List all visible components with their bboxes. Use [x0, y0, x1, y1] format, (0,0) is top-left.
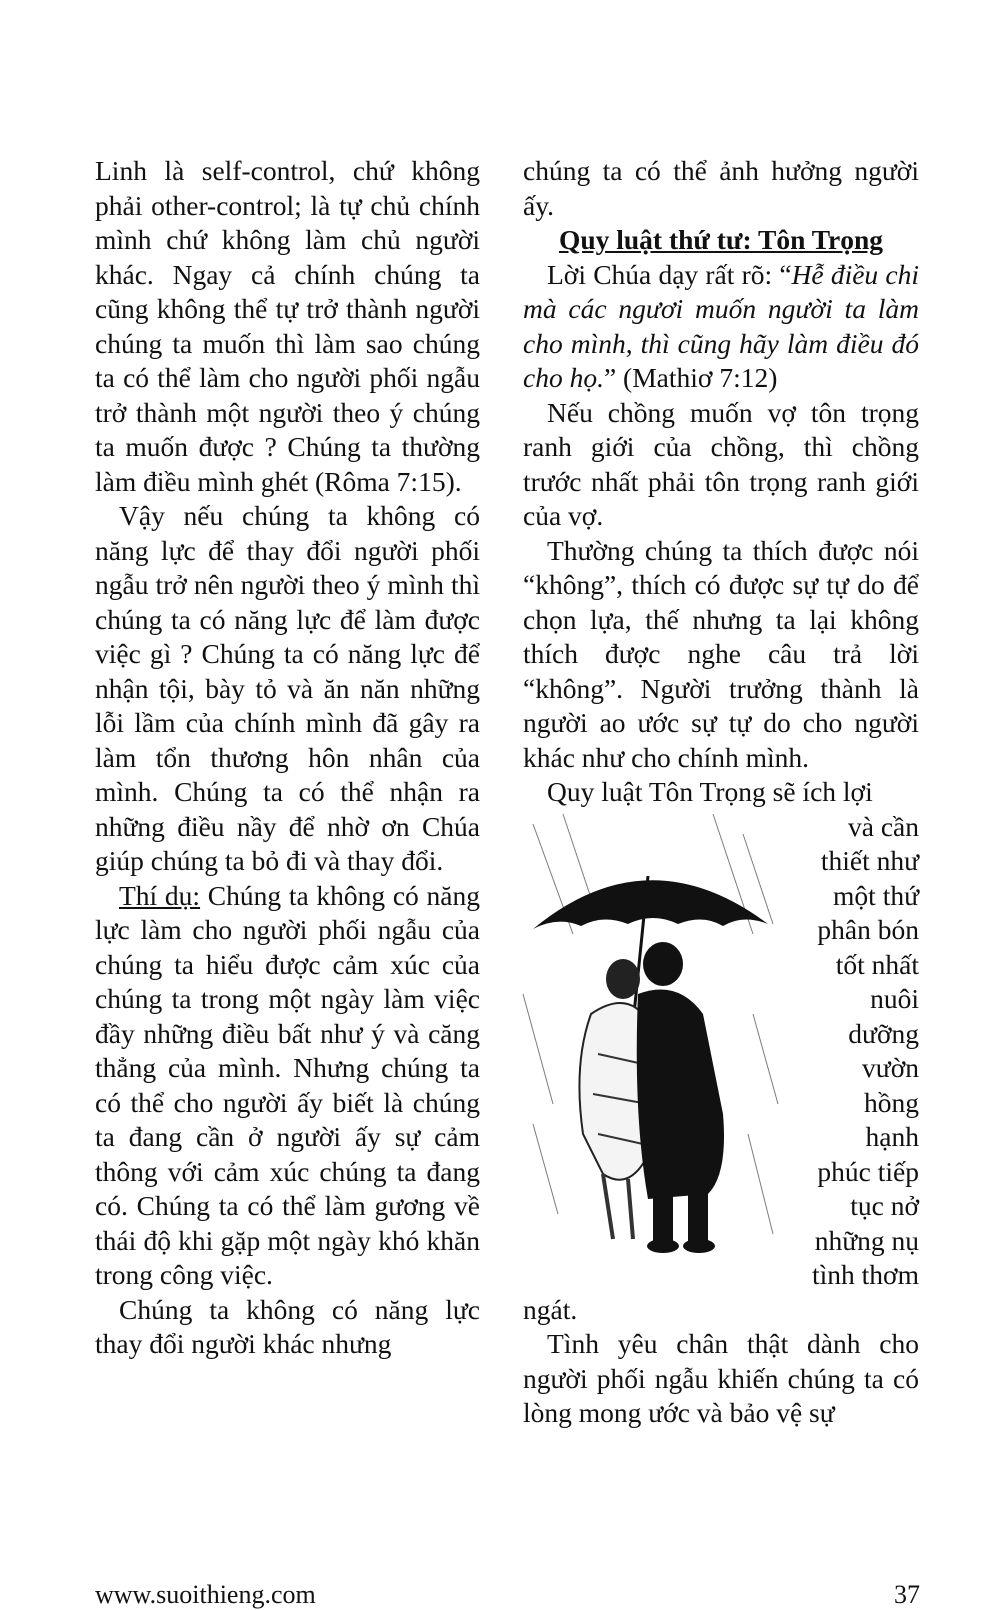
wrapped-line: phúc tiếp — [817, 1155, 919, 1187]
scripture-lead: Lời Chúa dạy rất rõ: “ — [547, 258, 792, 290]
scripture-paragraph — [523, 258, 919, 396]
scripture-quote: Hễ điều chi mà các ngươi muốn người ta làm cho mình, thì cũng hãy làm điều đó cho họ. — [523, 258, 919, 393]
couple-under-umbrella-illustration — [513, 814, 783, 1260]
wrapped-line: tốt nhất — [835, 948, 919, 980]
scripture-reference: ” (Mathiơ 7:12) — [603, 362, 778, 393]
wrapped-line: phân bón — [817, 914, 919, 945]
left-paragraph-2: Vậy nếu chúng ta không có năng lực để thay đổi người phối ngẫu trở nên người theo ý mình thì chúng ta có năng lực để làm được việc gì ? Chúng ta có năng lực để nhận tội, bày tỏ và ăn năn những lỗi lầm của chính mình đã gây ra làm tổn thương hôn nhân của mình. Chúng ta có thể nhận ra những điều nầy để nhờ ơn Chúa giúp chúng ta bỏ đi và thay đổi. — [95, 500, 480, 876]
wrapped-line: một thứ — [833, 879, 919, 911]
right-paragraph-5-end: ngát. — [523, 1293, 578, 1325]
wrapped-line: hạnh — [865, 1121, 919, 1152]
right-paragraph-5-first-line: Quy luật Tôn Trọng sẽ ích lợi — [547, 776, 873, 807]
right-paragraph-6: Tình yêu chân thật dành cho người phối ngẫu khiến chúng ta có lòng mong ước và bảo vệ sự — [523, 1328, 919, 1428]
wrapped-line: tục nở — [850, 1190, 919, 1221]
right-column — [523, 154, 919, 1431]
wrapped-line: nuôi — [870, 983, 919, 1014]
wrapped-text-lines — [783, 810, 919, 1293]
wrapped-line: vườn — [862, 1052, 919, 1083]
left-paragraph-1: Linh là self-control, chứ không phải other-control; là tự chủ chính mình chứ không làm chủ người khác. Ngay cả chính chúng ta cũng không thể tự trở thành người chúng ta muốn thì làm sao chúng ta có thể làm cho người phối ngẫu trở thành một người theo ý chúng ta muốn được ? Chúng ta thường làm điều mình ghét (Rôma 7:15). — [95, 155, 480, 497]
footer-website: www.suoithieng.com — [95, 1580, 316, 1609]
left-paragraph-3 — [95, 879, 480, 1293]
right-paragraph-1: chúng ta có thể ảnh hưởng người ấy. — [523, 155, 919, 221]
example-label: Thí dụ: — [119, 879, 201, 911]
image-wrap-block — [523, 810, 919, 1293]
section-heading: Quy luật thứ tư: Tôn Trọng — [558, 224, 884, 255]
wrapped-line: tình thơm — [812, 1259, 919, 1290]
example-text: Chúng ta không có năng lực làm cho người phối ngẫu của chúng ta hiểu được cảm xúc của chúng ta trong một ngày làm việc đầy những điều bất như ý và căng thẳng của mình. Nhưng chúng ta có thể cho người ấy biết là chúng ta đang cần ở người ấy sự cảm thông với cảm xúc chúng ta đang có. Chúng ta có thể làm gương về thái độ khi gặp một ngày khó khăn trong công việc. — [95, 879, 480, 1290]
right-paragraph-3: Nếu chồng muốn vợ tôn trọng ranh giới của chồng, thì chồng trước nhất phải tôn trọng ranh giới của vợ. — [523, 396, 919, 531]
wrapped-line: và cần — [848, 810, 919, 842]
left-column — [95, 154, 480, 1362]
wrapped-line: dưỡng — [848, 1017, 919, 1049]
right-paragraph-4: Thường chúng ta thích được nói “không”, thích có được sự tự do để chọn lựa, thế nhưng ta lại không thích được nghe câu trả lời “không”. Người trưởng thành là người ao ước sự tự do cho người khác như cho chính mình. — [523, 534, 919, 773]
wrapped-line: những nụ — [814, 1224, 919, 1256]
wrapped-line: thiết như — [820, 845, 919, 876]
page-number: 37 — [894, 1580, 920, 1609]
left-paragraph-4: Chúng ta không có năng lực thay đổi người khác nhưng — [95, 1293, 480, 1359]
wrapped-line: hồng — [864, 1086, 919, 1118]
